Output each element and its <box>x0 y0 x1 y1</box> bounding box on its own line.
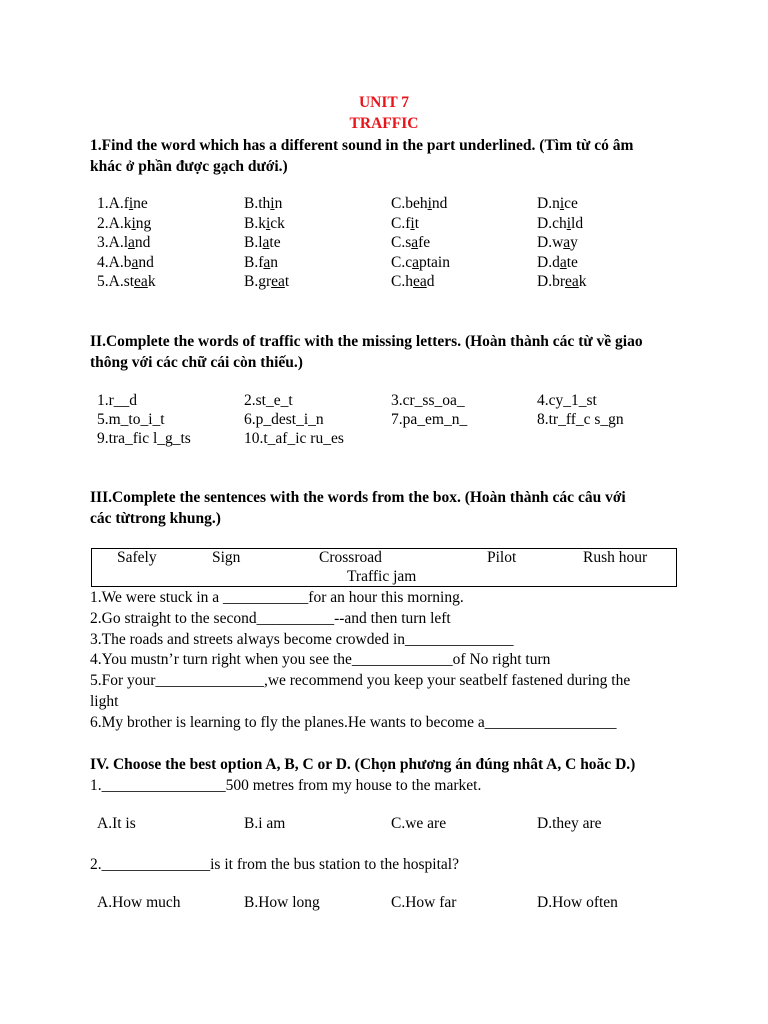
pronunciation-option: 2.A.king <box>97 215 152 232</box>
box-word: Traffic jam <box>347 568 417 585</box>
underlined-part: ea <box>564 273 579 290</box>
pronunciation-option: C.head <box>391 273 435 290</box>
pronunciation-option: B.late <box>244 234 281 251</box>
section2-heading-line1: II.Complete the words of traffic with the missing letters. (Hoàn thành các từ về giao <box>90 333 643 350</box>
pronunciation-option: B.thin <box>244 195 283 212</box>
pronunciation-option: C.captain <box>391 254 450 271</box>
pronunciation-option: C.behind <box>391 195 448 212</box>
pronunciation-option: B.fan <box>244 254 279 271</box>
sentence-continued: light <box>90 693 119 710</box>
word-box <box>91 548 677 587</box>
underlined-part: i <box>128 195 134 212</box>
q2-option-b: B.How long <box>244 894 320 911</box>
q1-option-c: C.we are <box>391 815 447 832</box>
missing-letter-word: 8.tr_ff_c s_gn <box>537 411 624 428</box>
pronunciation-option: D.date <box>537 254 578 271</box>
missing-letter-word: 2.st_e_t <box>244 392 293 409</box>
q1-option-b: B.i am <box>244 815 286 832</box>
pronunciation-option: C.fit <box>391 215 419 232</box>
underlined-part: ea <box>271 273 285 290</box>
section4-heading: IV. Choose the best option A, B, C or D. (Chọn phương án đúng nhât A, C hoăc D.) <box>90 756 636 773</box>
section2-heading <box>90 331 690 373</box>
section2-heading-line2: thông với các chữ cái còn thiếu.) <box>90 354 303 371</box>
underlined-part: i <box>131 215 136 232</box>
pronunciation-option: D.way <box>537 234 578 251</box>
pronunciation-option: 4.A.band <box>97 254 154 271</box>
underlined-part: a <box>131 254 139 271</box>
underlined-part: a <box>412 254 419 271</box>
section1-heading <box>90 135 690 177</box>
box-word: Safely <box>117 549 157 566</box>
underlined-part: a <box>559 254 567 271</box>
sentence: 4.You mustn’r turn right when you see the_____________of No right turn <box>90 651 551 668</box>
underlined-part: i <box>410 215 415 232</box>
topic-title: TRAFFIC <box>349 115 419 132</box>
underlined-part: a <box>262 234 270 251</box>
underlined-part: i <box>270 195 275 212</box>
pronunciation-option: C.safe <box>391 234 431 251</box>
missing-letter-word: 5.m_to_i_t <box>97 411 165 428</box>
box-word: Crossroad <box>319 549 382 566</box>
pronunciation-option: 3.A.land <box>97 234 151 251</box>
q2-option-c: C.How far <box>391 894 457 911</box>
missing-letter-word: 7.pa_em_n_ <box>391 411 468 428</box>
missing-letter-word: 4.cy_1_st <box>537 392 597 409</box>
sentence: 6.My brother is learning to fly the planes.He wants to become a_________________ <box>90 714 617 731</box>
question-2: 2.______________is it from the bus station to the hospital? <box>90 856 459 873</box>
pronunciation-option: B.great <box>244 273 290 290</box>
pronunciation-option: D.nice <box>537 195 578 212</box>
sentence: 5.For your______________,we recommend you keep your seatbelf fastened during the <box>90 672 631 689</box>
pronunciation-option: 1.A.fine <box>97 195 148 212</box>
section3-heading-line2: các từtrong khung.) <box>90 510 221 527</box>
pronunciation-option: D.break <box>537 273 587 290</box>
box-word: Pilot <box>487 549 517 566</box>
underlined-part: a <box>263 254 271 271</box>
sentence: 3.The roads and streets always become crowded in______________ <box>90 631 514 648</box>
missing-letter-word: 9.tra_fic l_g_ts <box>97 430 191 447</box>
sentence: 2.Go straight to the second__________--and then turn left <box>90 610 451 627</box>
q1-option-d: D.they are <box>537 815 602 832</box>
underlined-part: a <box>128 234 135 251</box>
underlined-part: i <box>559 195 565 212</box>
box-word: Sign <box>212 549 241 566</box>
question-1: 1.________________500 metres from my house to the market. <box>90 777 482 794</box>
section1-heading-line1: 1.Find the word which has a different sound in the part underlined. (Tìm từ có âm <box>90 137 634 154</box>
missing-letter-word: 10.t_af_ic ru_es <box>244 430 344 447</box>
underlined-part: i <box>566 215 572 232</box>
section3-heading <box>90 487 690 529</box>
pronunciation-option: D.child <box>537 215 584 232</box>
underlined-part: i <box>427 195 432 212</box>
unit-title: UNIT 7 <box>358 94 410 111</box>
q1-option-a: A.It is <box>97 815 136 832</box>
section3-heading-line1: III.Complete the sentences with the words from the box. (Hoàn thành các câu với <box>90 489 626 506</box>
q2-option-d: D.How often <box>537 894 618 911</box>
missing-letter-word: 6.p_dest_i_n <box>244 411 324 428</box>
box-word: Rush hour <box>583 549 648 566</box>
pronunciation-option: 5.A.steak <box>97 273 156 290</box>
underlined-part: ea <box>412 273 427 290</box>
underlined-part: i <box>265 215 271 232</box>
sentence: 1.We were stuck in a ___________for an hour this morning. <box>90 589 464 606</box>
underlined-part: ea <box>134 273 148 290</box>
section1-heading-line2: khác ở phần được gạch dưới.) <box>90 158 288 175</box>
underlined-part: a <box>411 234 419 251</box>
underlined-part: a <box>563 234 571 251</box>
missing-letter-word: 1.r__d <box>97 392 138 409</box>
pronunciation-option: B.kick <box>244 215 285 232</box>
missing-letter-word: 3.cr_ss_oa_ <box>391 392 465 409</box>
q2-option-a: A.How much <box>97 894 181 911</box>
